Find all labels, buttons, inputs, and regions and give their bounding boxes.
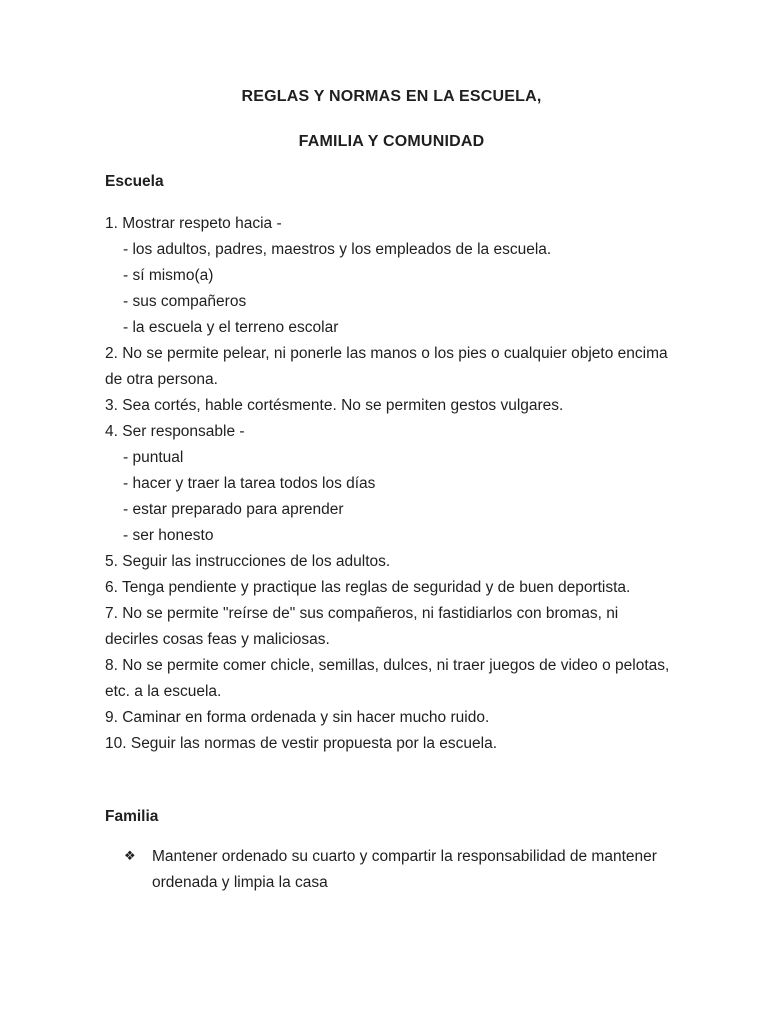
document-line: 6. Tenga pendiente y practique las reglas de seguridad y de buen deportista. [105,579,631,596]
document-line: - ser honesto [123,527,214,544]
document-line: etc. a la escuela. [105,683,222,700]
diamond-bullet-icon: ❖ [124,849,136,864]
document-line: - puntual [123,449,184,466]
section-heading-familia: Familia [105,808,159,825]
bullet-text: Mantener ordenado su cuarto y compartir la responsabilidad de mantener [152,848,657,865]
bullet-line [105,870,678,896]
section-familia-bullets [105,844,678,896]
bullet-text: ordenada y limpia la casa [152,874,328,891]
document-line: 9. Caminar en forma ordenada y sin hacer mucho ruido. [105,709,490,726]
document-line: 10. Seguir las normas de vestir propuesta por la escuela. [105,735,498,752]
document-line: de otra persona. [105,371,218,388]
document-line: 8. No se permite comer chicle, semillas, dulces, ni traer juegos de video o pelotas, [105,657,670,674]
document-line: 1. Mostrar respeto hacia - [105,215,282,232]
document-line: - los adultos, padres, maestros y los empleados de la escuela. [123,241,552,258]
document-line: 2. No se permite pelear, ni ponerle las manos o los pies o cualquier objeto encima [105,345,668,362]
document-line: decirles cosas feas y maliciosas. [105,631,330,648]
document-line: - hacer y traer la tarea todos los días [123,475,376,492]
document-line: - estar preparado para aprender [123,501,344,518]
document-line: - sus compañeros [123,293,247,310]
document-line: 5. Seguir las instrucciones de los adultos. [105,553,391,570]
document-line: 4. Ser responsable - [105,423,245,440]
document-title-line-2: FAMILIA Y COMUNIDAD [298,133,485,150]
section-heading-escuela: Escuela [105,173,164,190]
bullet-line [105,844,678,870]
document-line: 7. No se permite "reírse de" sus compañeros, ni fastidiarlos con bromas, ni [105,605,619,622]
document-line: 3. Sea cortés, hable cortésmente. No se permiten gestos vulgares. [105,397,564,414]
document-title-line-1: REGLAS Y NORMAS EN LA ESCUELA, [241,88,542,105]
document-line: - la escuela y el terreno escolar [123,319,339,336]
section-escuela-lines [105,211,678,757]
document-line: - sí mismo(a) [123,267,214,284]
